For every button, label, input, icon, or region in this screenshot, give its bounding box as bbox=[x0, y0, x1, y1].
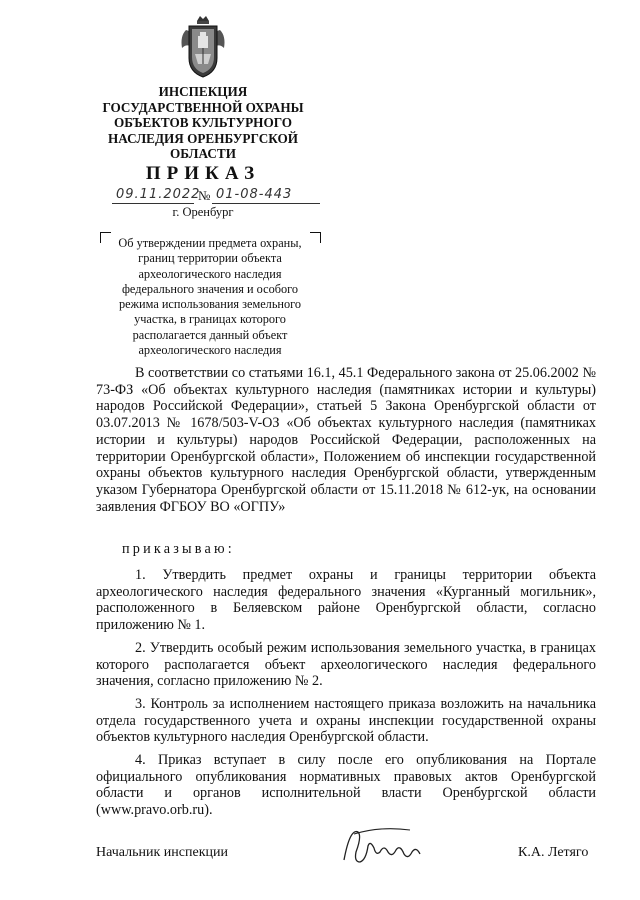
order-item: 1. Утвердить предмет охраны и границы территории объекта археологического наследия федерального значения «Курганный могильник», расположенного в Беляевском районе Оренбургской области, согласно приложению № 1. bbox=[96, 567, 596, 634]
signatory-title: Начальник инспекции bbox=[96, 845, 228, 860]
subject-line: Об утверждении предмета охраны, bbox=[118, 236, 302, 250]
number-sign: № bbox=[198, 188, 211, 203]
org-line: НАСЛЕДИЯ ОРЕНБУРГСКОЙ bbox=[108, 130, 298, 146]
handwritten-signature bbox=[340, 822, 440, 868]
subject-line: федерального значения и особого bbox=[121, 281, 299, 296]
subject-line: участка, в границах которого bbox=[134, 312, 286, 327]
preamble-paragraph: В соответствии со статьями 16.1, 45.1 Федерального закона от 25.06.2002 № 73-ФЗ «Об объектах культурного наследия (памятниках истории и культуры) народов Российской Федерации», статьей 5 Закона Оренбургской области от 03.07.2013 № 1678/503-V-ОЗ «Об объектах культурного наследия (памятниках истории и культуры) народов Российской Федерации, расположенных на территории Оренбургской области», Положением об инспекции государственной охраны объектов культурного наследия Оренбургской области, утвержденным указом Губернатора Оренбургской области от 15.11.2018 № 612-ук, на основании заявления ФГБОУ ВО «ОГПУ» bbox=[96, 365, 596, 515]
coat-of-arms-emblem bbox=[178, 14, 228, 80]
document-subject bbox=[104, 236, 316, 358]
date-underline bbox=[112, 203, 194, 204]
document-type-title: ПРИКАЗ bbox=[145, 163, 261, 184]
order-item: 2. Утвердить особый режим использования земельного участка, в границах которого располагается объект археологического наследия федерального значения, согласно приложению № 2. bbox=[96, 639, 596, 690]
subject-line: располагается данный объект bbox=[132, 327, 288, 342]
order-items bbox=[96, 567, 596, 825]
org-line: ОБЛАСТИ bbox=[170, 146, 236, 162]
issuing-authority bbox=[90, 84, 316, 162]
number-underline bbox=[212, 203, 320, 204]
subject-line: границ территории объекта bbox=[138, 251, 282, 266]
handwritten-date: 09.11.2022 bbox=[116, 187, 201, 202]
signatory-name: К.А. Летяго bbox=[518, 845, 589, 860]
subject-line: археологического наследия bbox=[138, 343, 282, 358]
order-word: приказываю: bbox=[122, 541, 235, 557]
org-line: ИНСПЕКЦИЯ bbox=[158, 84, 248, 99]
handwritten-number: 01-08-443 bbox=[216, 187, 293, 202]
org-line: ГОСУДАРСТВЕННОЙ ОХРАНЫ bbox=[102, 99, 304, 115]
order-item: 3. Контроль за исполнением настоящего приказа возложить на начальника отдела государственного учета и охраны инспекции государственной охраны объектов культурного наследия Оренбургской области. bbox=[96, 695, 596, 746]
city-line: г. Оренбург bbox=[172, 205, 234, 219]
org-line: ОБЪЕКТОВ КУЛЬТУРНОГО bbox=[113, 115, 293, 131]
order-item: 4. Приказ вступает в силу после его опубликования на Портале официального опубликования нормативных правовых актов Оренбургской области и органов исполнительной власти Оренбургской области (www.pravo.orb.ru). bbox=[96, 752, 596, 819]
subject-line: археологического наследия bbox=[138, 266, 282, 281]
subject-line: режима использования земельного bbox=[118, 297, 302, 312]
